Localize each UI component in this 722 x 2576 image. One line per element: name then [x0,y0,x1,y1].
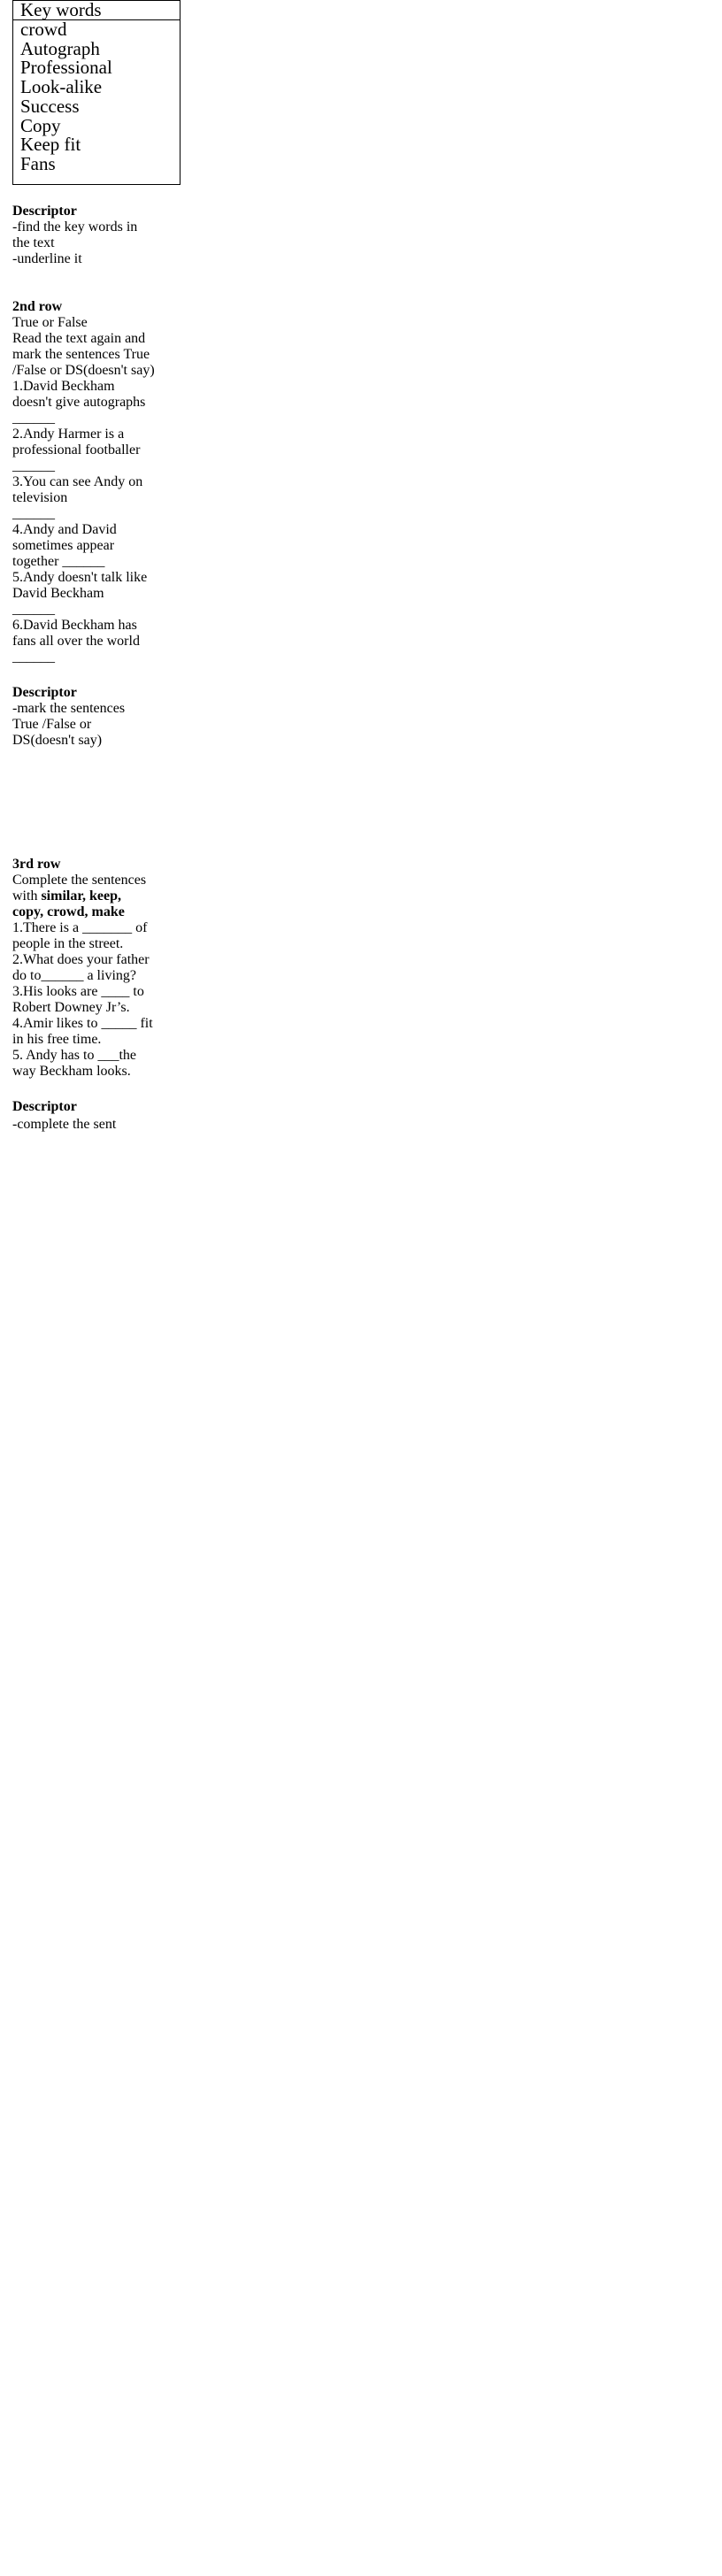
section-title: 3rd row [12,857,61,872]
keywords-list [13,20,180,184]
section-line: mark the sentences True [12,347,150,362]
descriptor-line: -mark the sentences [12,700,126,716]
answer-blank: ______ [12,411,55,426]
keyword-item: crowd [20,19,67,40]
answer-blank: ______ [12,506,55,521]
exercise-line: people in the street. [12,936,124,951]
section-line: /False or DS(doesn't say) [12,363,155,378]
keywords-table [12,0,180,185]
keyword-item: Look-alike [20,76,103,98]
descriptor-line: DS(doesn't say) [12,732,103,748]
statement-line: doesn't give autographs [12,395,146,410]
keywords-header: Key words [13,1,180,20]
exercise-line: 3.His looks are ____ to [12,984,144,999]
descriptor-title: Descriptor [12,684,77,700]
section-line [12,888,186,904]
exercise-line: Robert Downey Jr’s. [12,1000,130,1015]
keyword-item: Copy [20,114,61,136]
section-line: True or False [12,315,88,330]
keyword-item: Autograph [20,37,100,59]
section-line: Complete the sentences [12,873,147,888]
intro-text: with [12,888,42,904]
keyword-item: Success [20,95,80,117]
keyword-item: Fans [20,152,56,174]
answer-blank: ______ [12,458,55,473]
second-row-section [12,299,186,749]
exercise-line: 4.Amir likes to _____ fit [12,1016,153,1031]
statement-line: sometimes appear [12,538,115,553]
descriptor-line: the text [12,235,55,250]
word-bank: copy, crowd, make [12,904,125,919]
statement-line: 3.You can see Andy on [12,474,143,489]
exercise-line: do to______ a living? [12,968,136,983]
descriptor-line: -underline it [12,251,82,266]
statement-line: 6.David Beckham has [12,618,137,633]
descriptor-line-cut: -complete the sent [12,1116,117,1132]
statement-line: 4.Andy and David [12,522,117,537]
third-row-section [12,857,186,1132]
spacer [12,1080,186,1099]
spacer [12,665,186,685]
descriptor-line: -find the key words in [12,219,138,235]
answer-blank: ______ [12,650,55,665]
statement-line: television [12,490,68,505]
section-line: Read the text again and [12,331,146,346]
exercise-line: way Beckham looks. [12,1064,131,1079]
exercise-line: in his free time. [12,1032,102,1047]
exercise-line: 1.There is a _______ of [12,920,148,935]
descriptor-title: Descriptor [12,204,77,219]
section-title: 2nd row [12,299,63,314]
exercise-line: 2.What does your father [12,952,150,967]
statement-line: 5.Andy doesn't talk like [12,570,148,585]
keyword-item: Keep fit [20,134,81,156]
answer-blank: ______ [12,602,55,617]
statement-line: fans all over the world [12,634,140,649]
descriptor-line: True /False or [12,716,92,732]
statement-line: together ______ [12,554,105,569]
statement-line: 2.Andy Harmer is a [12,427,125,442]
exercise-line: 5. Andy has to ___the [12,1048,136,1063]
descriptor-title: Descriptor [12,1098,77,1114]
descriptor-section-1 [12,204,186,267]
statement-line: David Beckham [12,586,104,601]
statement-line: professional footballer [12,442,141,458]
keyword-item: Professional [20,57,112,79]
statement-line: 1.David Beckham [12,379,115,394]
word-bank: similar, keep, [41,888,121,904]
